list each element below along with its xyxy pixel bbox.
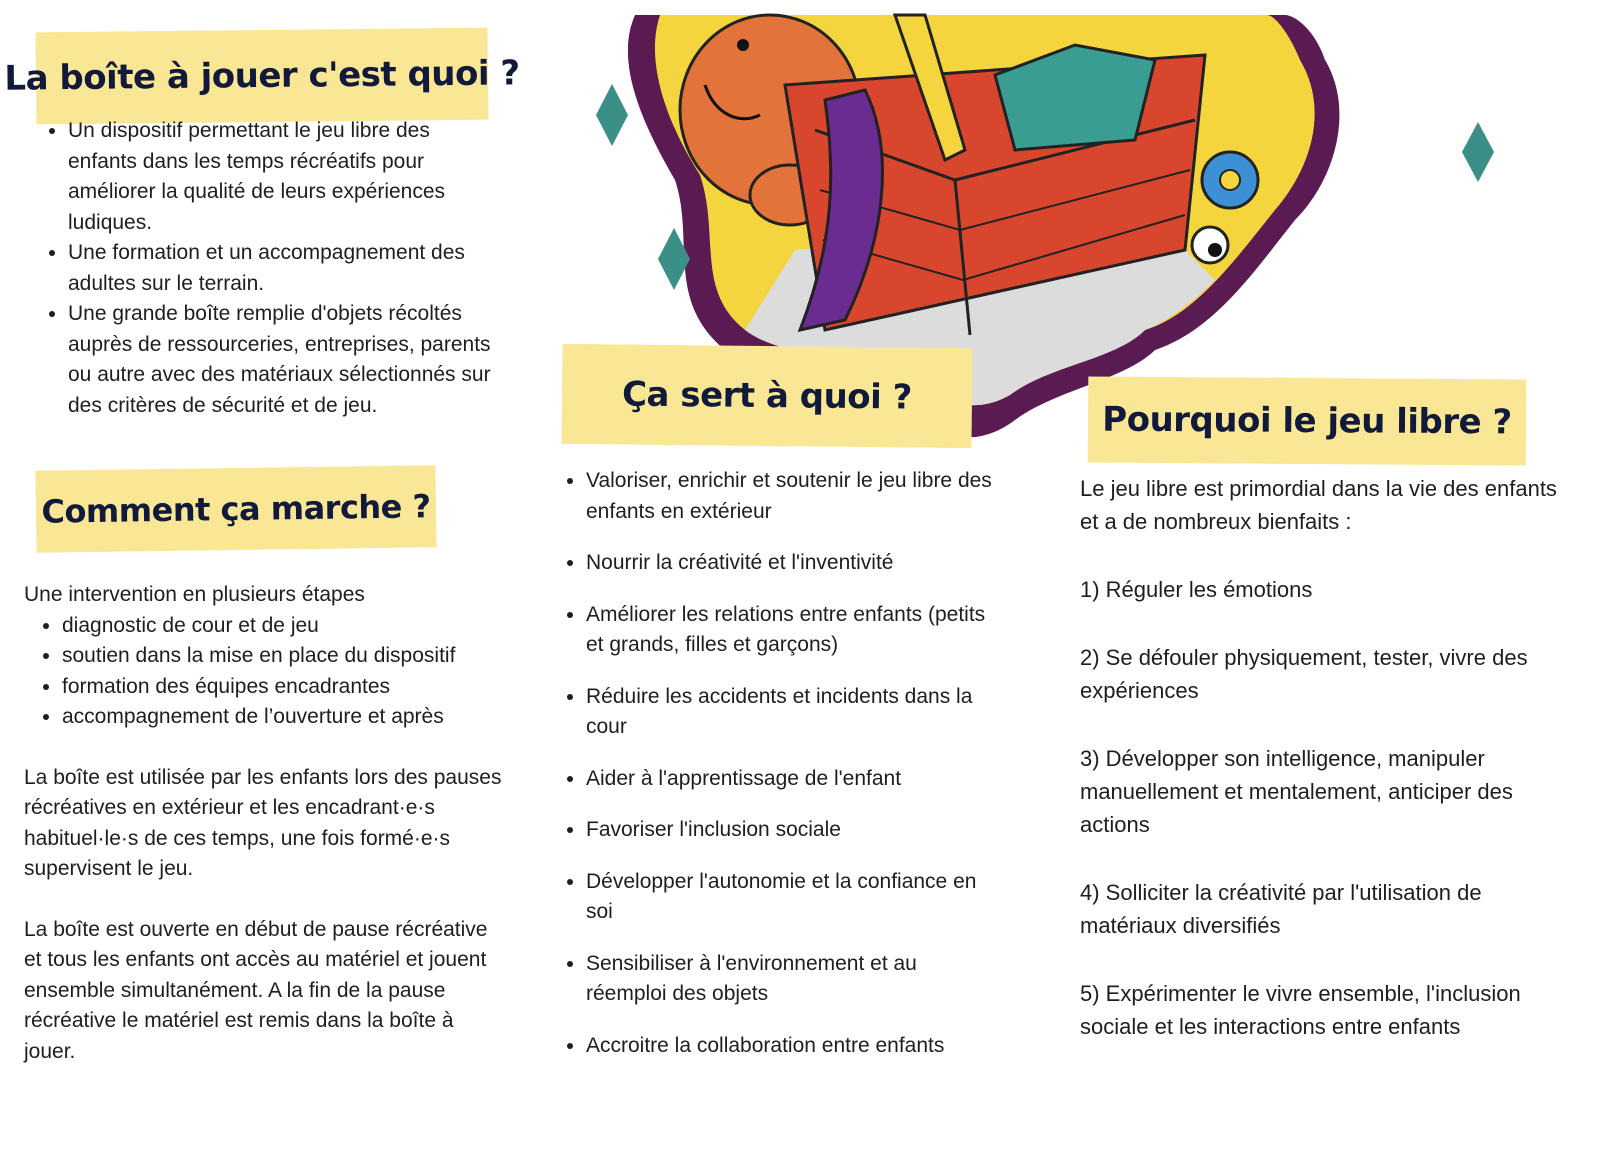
list-item: • Une grande boîte remplie d'objets récoltés auprès de ressourceries, entreprises, parents ou autre avec des matériaux sélectionnés sur des critères de sécurité et de jeu. bbox=[68, 299, 497, 421]
list-item: • Accroitre la collaboration entre enfants bbox=[586, 1031, 1000, 1062]
heading-what-is: La boîte à jouer c'est quoi ? bbox=[36, 28, 489, 125]
benefit-item: 3) Développer son intelligence, manipuler manuellement et mentalement, anticiper des actions bbox=[1080, 746, 1513, 837]
list-item: • soutien dans la mise en place du dispositif bbox=[62, 641, 509, 672]
opening-paragraph: La boîte est ouverte en début de pause récréative et tous les enfants ont accès au matériel et jouent ensemble simultanément. A la fin de la pause récréative le matériel est remis dans la boîte à jouer. bbox=[24, 917, 488, 1063]
list-item: • Nourrir la créativité et l'inventivité bbox=[586, 548, 1000, 579]
benefit-item: 4) Solliciter la créativité par l'utilisation de matériaux diversifiés bbox=[1080, 880, 1482, 938]
steps-intro: Une intervention en plusieurs étapes bbox=[24, 583, 365, 606]
benefits-intro: Le jeu libre est primordial dans la vie des enfants et a de nombreux bienfaits : bbox=[1080, 476, 1557, 534]
steps-list bbox=[24, 611, 509, 733]
purpose-list bbox=[560, 466, 1000, 1082]
list-item: • accompagnement de l’ouverture et après bbox=[62, 702, 509, 733]
benefit-item: 5) Expérimenter le vivre ensemble, l'inclusion sociale et les interactions entre enfants bbox=[1080, 981, 1521, 1039]
heading-why-free-play: Pourquoi le jeu libre ? bbox=[1088, 376, 1527, 465]
list-item: • Valoriser, enrichir et soutenir le jeu libre des enfants en extérieur bbox=[586, 466, 1000, 527]
list-item: • Une formation et un accompagnement des adultes sur le terrain. bbox=[68, 238, 497, 299]
list-item: • Améliorer les relations entre enfants (petits et grands, filles et garçons) bbox=[586, 600, 1000, 661]
what-is-list bbox=[22, 116, 497, 421]
list-item: • formation des équipes encadrantes bbox=[62, 672, 509, 703]
benefit-item: 1) Réguler les émotions bbox=[1080, 577, 1313, 602]
diamond-decoration bbox=[1462, 122, 1494, 182]
list-item: • Favoriser l'inclusion sociale bbox=[586, 815, 1000, 846]
list-item: • diagnostic de cour et de jeu bbox=[62, 611, 509, 642]
how-it-works-text bbox=[24, 580, 509, 1067]
list-item: • Un dispositif permettant le jeu libre des enfants dans les temps récréatifs pour améliorer la qualité de leurs expériences ludiques. bbox=[68, 116, 497, 238]
heading-how-it-works: Comment ça marche ? bbox=[35, 465, 436, 553]
list-item: • Développer l'autonomie et la confiance en soi bbox=[586, 867, 1000, 928]
list-item: • Réduire les accidents et incidents dans la cour bbox=[586, 682, 1000, 743]
heading-purpose: Ça sert à quoi ? bbox=[561, 344, 972, 448]
list-item: • Aider à l'apprentissage de l'enfant bbox=[586, 764, 1000, 795]
usage-paragraph: La boîte est utilisée par les enfants lors des pauses récréatives en extérieur et les encadrant·e·s habituel·le·s de ces temps, une fois formé·e·s supervisent le jeu. bbox=[24, 765, 502, 880]
benefit-item: 2) Se défouler physiquement, tester, vivre des expériences bbox=[1080, 645, 1528, 703]
why-free-play-text bbox=[1080, 472, 1570, 1078]
list-item: • Sensibiliser à l'environnement et au réemploi des objets bbox=[586, 949, 1000, 1010]
diamond-decoration bbox=[658, 228, 690, 290]
diamond-decoration bbox=[596, 84, 628, 146]
